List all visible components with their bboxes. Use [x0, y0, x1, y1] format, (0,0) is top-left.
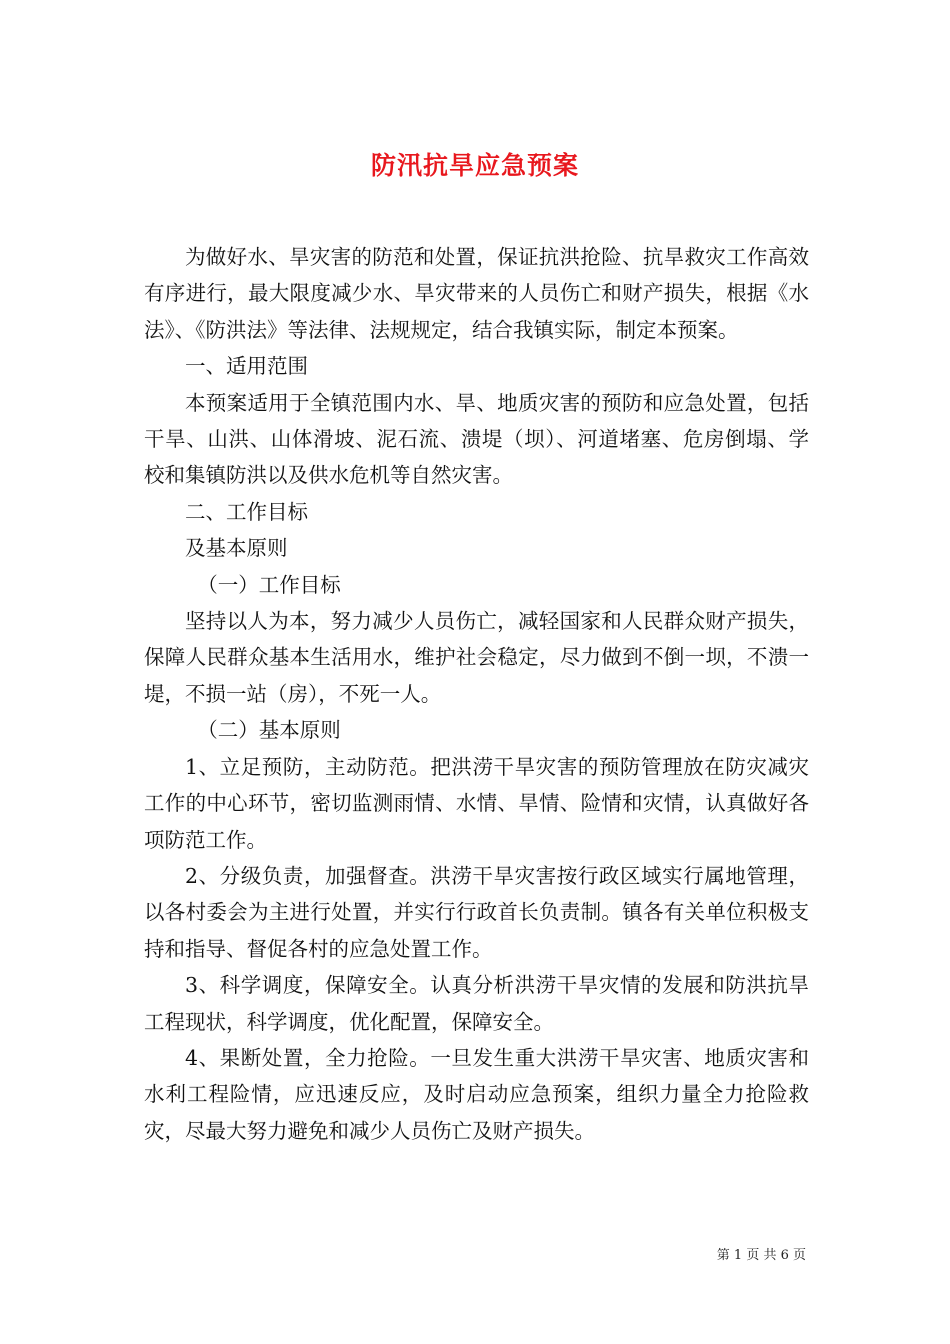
document-title: 防汛抗旱应急预案: [370, 150, 579, 180]
principle-item-3: 3、科学调度，保障安全。认真分析洪涝干旱灾情的发展和防洪抗旱工程现状，科学调度，优化配置，保障安全。: [144, 973, 809, 1034]
section-heading-scope: 一、适用范围: [185, 354, 308, 379]
section-heading-goals: 二、工作目标: [185, 499, 308, 524]
page-number: 第 1 页 共 6 页: [716, 1248, 806, 1263]
principle-item-4: 4、果断处置，全力抢险。一旦发生重大洪涝干旱灾害、地质灾害和水利工程险情，应迅速反应，及时启动应急预案，组织力量全力抢险救灾，尽最大努力避免和减少人员伤亡及财产损失。: [144, 1045, 809, 1143]
section-heading-goals-cont: 及基本原则: [185, 536, 288, 561]
principle-item-1: 1、立足预防，主动防范。把洪涝干旱灾害的预防管理放在防灾减灾工作的中心环节，密切监测雨情、水情、旱情、险情和灾情，认真做好各项防范工作。: [144, 754, 809, 852]
subsection-heading-goals: （一）工作目标: [197, 572, 341, 597]
goals-paragraph: 坚持以人为本，努力减少人员伤亡，减轻国家和人民群众财产损失，保障人民群众基本生活用水，维护社会稳定，尽力做到不倒一坝，不溃一堤，不损一站（房），不死一人。: [144, 609, 809, 706]
principle-item-2: 2、分级负责，加强督查。洪涝干旱灾害按行政区域实行属地管理，以各村委会为主进行处置，并实行行政首长负责制。镇各有关单位积极支持和指导、督促各村的应急处置工作。: [144, 863, 809, 961]
document-body: [144, 239, 809, 1149]
subsection-heading-principles: （二）基本原则: [197, 718, 341, 743]
intro-paragraph: 为做好水、旱灾害的防范和处置，保证抗洪抢险、抗旱救灾工作高效有序进行，最大限度减少水、旱灾带来的人员伤亡和财产损失，根据《水法》、《防洪法》等法律、法规规定，结合我镇实际，制定本预案。: [144, 245, 809, 342]
scope-paragraph: 本预案适用于全镇范围内水、旱、地质灾害的预防和应急处置，包括干旱、山洪、山体滑坡、泥石流、溃堤（坝）、河道堵塞、危房倒塌、学校和集镇防洪以及供水危机等自然灾害。: [144, 390, 809, 488]
